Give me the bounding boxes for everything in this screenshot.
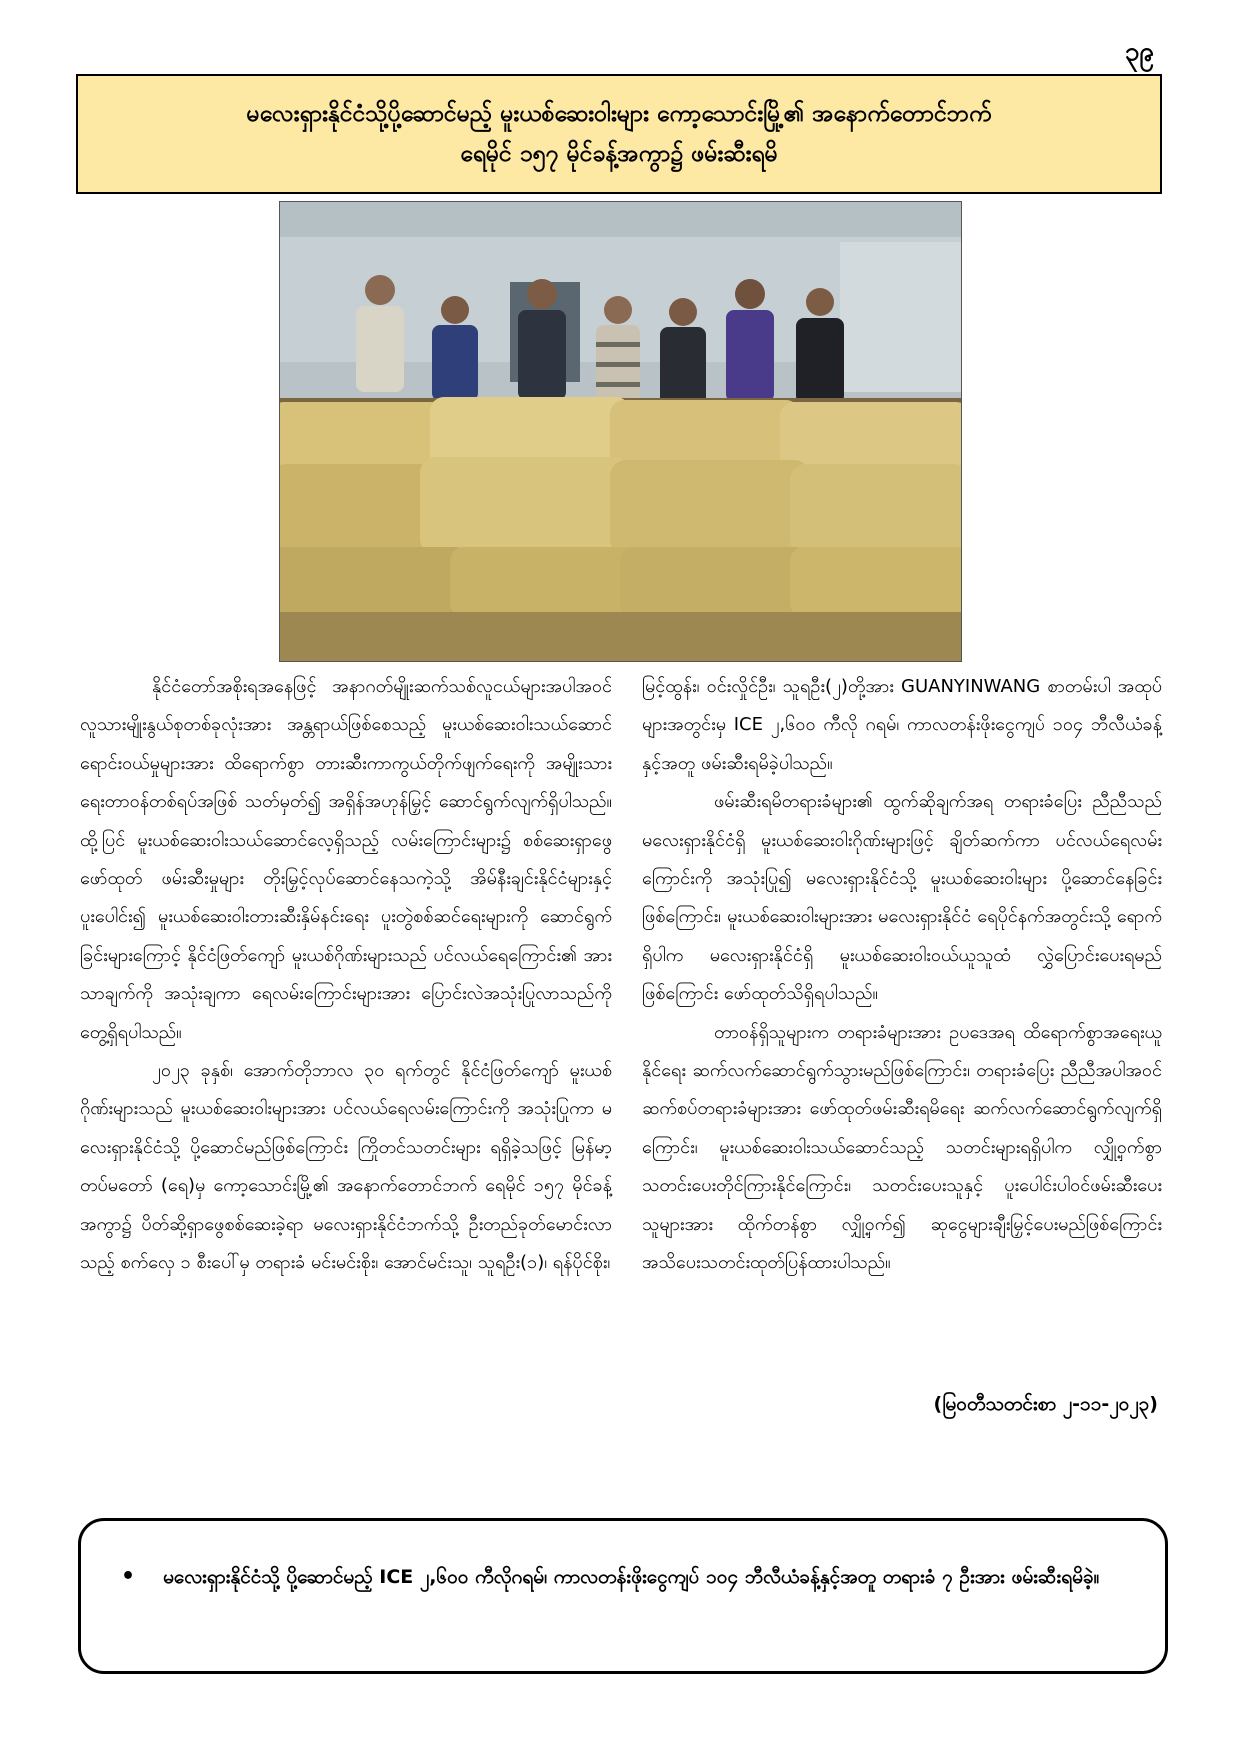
summary-item [121,1559,1125,1595]
headline-line-1: မလေးရှားနိုင်ငံသို့ပို့ဆောင်မည့် မူးယစ်ဆေးဝါးများ ကော့သောင်းမြို့၏ အနောက်တောင်ဘက် [246,100,992,127]
news-photo [279,201,962,662]
bullet-icon: • [121,1564,136,1589]
summary-box [78,1518,1168,1674]
summary-text: မလေးရှားနိုင်ငံသို့ ပို့ဆောင်မည့် ICE ၂,၆၀၀ ကီလိုဂရမ်၊ ကာလတန်းဖိုးငွေကျပ် ၁၀၄ ဘီလီယံခန့်နှင့်အတူ တရားခံ ၇ ဦးအား ဖမ်းဆီးရမိခဲ့။ [163,1566,1100,1588]
headline-box [76,74,1162,194]
headline-line-2: ရေမိုင် ၁၅၇ မိုင်ခန့်အကွာ၌ ဖမ်းဆီးရမိ [460,141,778,167]
article-left-column [80,668,612,1283]
article-paragraph: မြင့်ထွန်း၊ ဝင်းလှိုင်ဦး၊ သူရဦး(၂)တို့အား GUANYINWANG စာတမ်းပါ အထုပ်များအတွင်းမှ ICE ၂,၆၀၀ ကီလို ဂရမ်၊ ကာလတန်းဖိုးငွေကျပ် ၁၀၄ ဘီလီယံခန့်နှင့်အတူ ဖမ်းဆီးရမိခဲ့ပါသည်။ [642,676,1162,774]
article-paragraph: ဖမ်းဆီးရမိတရားခံများ၏ ထွက်ဆိုချက်အရ တရားခံပြေး ညီညီသည် မလေးရှားနိုင်ငံရှိ မူးယစ်ဆေးဝါးဂိုဏ်းများဖြင့် ချိတ်ဆက်ကာ ပင်လယ်ရေလမ်းကြောင်းကို အသုံးပြု၍ မလေးရှားနိုင်ငံသို့ မူးယစ်ဆေးဝါးများ ပို့ဆောင်နေခြင်းဖြစ်ကြောင်း၊ မူးယစ်ဆေးဝါးများအား မလေးရှားနိုင်ငံ ရေပိုင်နက်အတွင်းသို့ ရောက်ရှိပါက မလေးရှားနိုင်ငံရှိ မူးယစ်ဆေးဝါးဝယ်ယူသူထံ လွှဲပြောင်းပေးရမည်ဖြစ်ကြောင်း ဖော်ထုတ်သိရှိရပါသည်။ [642,791,1162,1005]
seized-bags [280,397,961,661]
article-paragraph: နိုင်ငံတော်အစိုးရအနေဖြင့် အနာဂတ်မျိုးဆက်သစ်လူငယ်များအပါအဝင် လူသားမျိုးနွယ်စုတစ်ခုလုံးအား အန္တရာယ်ဖြစ်စေသည့် မူးယစ်ဆေးဝါးသယ်ဆောင် ရောင်းဝယ်မှုများအား ထိရောက်စွာ တားဆီးကာကွယ်တိုက်ဖျက်ရေးကို အမျိုးသားရေးတာဝန်တစ်ရပ်အဖြစ် သတ်မှတ်၍ အရှိန်အဟုန်မြှင့် ဆောင်ရွက်လျက်ရှိပါသည်။ ထို့ပြင် မူးယစ်ဆေးဝါးသယ်ဆောင်လေ့ရှိသည့် လမ်းကြောင်းများ၌ စစ်ဆေးရှာဖွေဖော်ထုတ် ဖမ်းဆီးမှုများ တိုးမြှင့်လုပ်ဆောင်နေသကဲ့သို့ အိမ်နီးချင်းနိုင်ငံများနှင့်ပူးပေါင်း၍ မူးယစ်ဆေးဝါးတားဆီးနှိမ်နင်းရေး ပူးတွဲစစ်ဆင်ရေးများကို ဆောင်ရွက်ခြင်းများကြောင့် နိုင်ငံဖြတ်ကျော် မူးယစ်ဂိုဏ်းများသည် ပင်လယ်ရေကြောင်း၏ အားသာချက်ကို အသုံးချကာ ရေလမ်းကြောင်းများအား ပြောင်းလဲအသုံးပြုလာသည်ကို တွေ့ရှိရပါသည်။ [80,676,612,1043]
article-paragraph: ၂၀၂၃ ခုနှစ်၊ အောက်တိုဘာလ ၃၀ ရက်တွင် နိုင်ငံဖြတ်ကျော် မူးယစ်ဂိုဏ်းများသည် မူးယစ်ဆေးဝါးများအား ပင်လယ်ရေလမ်းကြောင်းကို အသုံးပြုကာ မလေးရှားနိုင်ငံသို့ ပို့ဆောင်မည်ဖြစ်ကြောင်း ကြိုတင်သတင်းများ ရရှိခဲ့သဖြင့် မြန်မာ့တပ်မတော် (ရေ)မှ ကော့သောင်းမြို့၏ အနောက်တောင်ဘက် ရေမိုင် ၁၅၇ မိုင်ခန့်အကွာ၌ ပိတ်ဆို့ရှာဖွေစစ်ဆေးခဲ့ရာ မလေးရှားနိုင်ငံဘက်သို့ ဦးတည်ခုတ်မောင်းလာသည့် စက်လှေ ၁ စီးပေါ်မှ တရားခံ မင်းမင်းစိုး၊ အောင်မင်းသူ၊ သူရဦး(၁)၊ ရန်ပိုင်စိုး၊ [80,1060,612,1274]
article-right-column [642,668,1162,1283]
article-paragraph: တာဝန်ရှိသူများက တရားခံများအား ဥပဒေအရ ထိရောက်စွာအရေးယူနိုင်ရေး ဆက်လက်ဆောင်ရွက်သွားမည်ဖြစ်ကြောင်း၊ တရားခံပြေး ညီညီအပါအဝင် ဆက်စပ်တရားခံများအား ဖော်ထုတ်ဖမ်းဆီးရမိရေး ဆက်လက်ဆောင်ရွက်လျက်ရှိကြောင်း၊ မူးယစ်ဆေးဝါးသယ်ဆောင်သည့် သတင်းများရရှိပါက လျှို့ဝှက်စွာ သတင်းပေးတိုင်ကြားနိုင်ကြောင်း၊ သတင်းပေးသူနှင့် ပူးပေါင်းပါဝင်ဖမ်းဆီးပေးသူများအား ထိုက်တန်စွာ လျှို့ဝှက်၍ ဆုငွေများချီးမြှင့်ပေးမည်ဖြစ်ကြောင်း အသိပေးသတင်းထုတ်ပြန်ထားပါသည်။ [642,1021,1162,1274]
page-number: ၃၉ [1124,37,1154,67]
article-source: (မြဝတီသတင်းစာ ၂-၁၁-၂၀၂၃) [933,1393,1158,1415]
photo-illustration [280,202,961,661]
